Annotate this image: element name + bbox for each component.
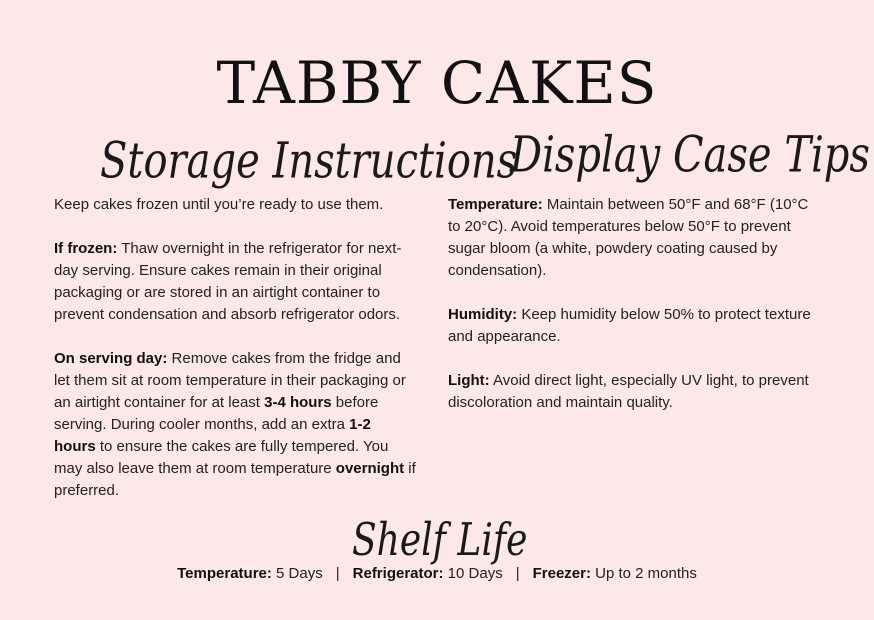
storage-intro <box>54 194 416 216</box>
serving-text-1: Remove cakes from the fridge and let them sit at room temperature in their packaging or an airtight container for at least <box>54 350 406 411</box>
display-humidity-paragraph <box>448 304 818 348</box>
serving-text-4: if preferred. <box>54 460 416 499</box>
shelf-refrigerator-value: 10 Days <box>443 565 503 582</box>
shelf-temperature-label: Temperature: <box>177 565 272 582</box>
serving-bold-1: 3-4 hours <box>264 394 332 411</box>
serving-text-3: to ensure the cakes are fully tempered. You may also leave them at room temperature <box>54 438 389 477</box>
shelf-temperature-value: 5 Days <box>271 565 323 582</box>
storage-instructions <box>54 194 416 524</box>
frozen-text: Thaw overnight in the refrigerator for next-day serving. Ensure cakes remain in their original packaging or are stored in an airtight container to prevent condensation and absorb refrigerator odors. <box>54 240 402 323</box>
display-temperature-label: Temperature: <box>448 196 543 213</box>
storage-intro-text: Keep cakes frozen until you’re ready to use them. <box>54 196 384 213</box>
display-light-paragraph <box>448 370 818 414</box>
shelf-refrigerator-label: Refrigerator: <box>352 565 444 582</box>
shelf-life-summary <box>0 563 874 585</box>
display-humidity-label: Humidity: <box>448 306 518 323</box>
storage-frozen-paragraph <box>54 238 416 326</box>
shelf-freezer-value: Up to 2 months <box>590 565 697 582</box>
separator: | <box>335 565 340 582</box>
separator: | <box>515 565 520 582</box>
storage-serving-paragraph <box>54 348 416 502</box>
shelf-life-heading: Shelf Life <box>352 514 528 566</box>
brand-title: TABBY CAKES <box>216 49 658 117</box>
serving-bold-2: 1-2 hours <box>54 416 371 455</box>
display-case-tips <box>448 194 818 436</box>
serving-bold-3: overnight <box>335 460 405 477</box>
display-light-text: Avoid direct light, especially UV light, to prevent discoloration and maintain quality. <box>448 372 809 411</box>
storage-heading: Storage Instructions <box>100 132 518 190</box>
display-temperature-text: Maintain between 50°F and 68°F (10°C to 20°C). Avoid temperatures below 50°F to prevent sugar bloom (a white, powdery coating caused by condensation). <box>448 196 809 279</box>
serving-text-2: before serving. During cooler months, add an extra <box>54 394 379 433</box>
display-temperature-paragraph <box>448 194 818 282</box>
display-light-label: Light: <box>448 372 490 389</box>
display-humidity-text: Keep humidity below 50% to protect texture and appearance. <box>448 306 811 345</box>
serving-label: On serving day: <box>54 350 168 367</box>
shelf-freezer-label: Freezer: <box>532 565 591 582</box>
frozen-label: If frozen: <box>54 240 118 257</box>
display-heading: Display Case Tips <box>510 126 870 184</box>
